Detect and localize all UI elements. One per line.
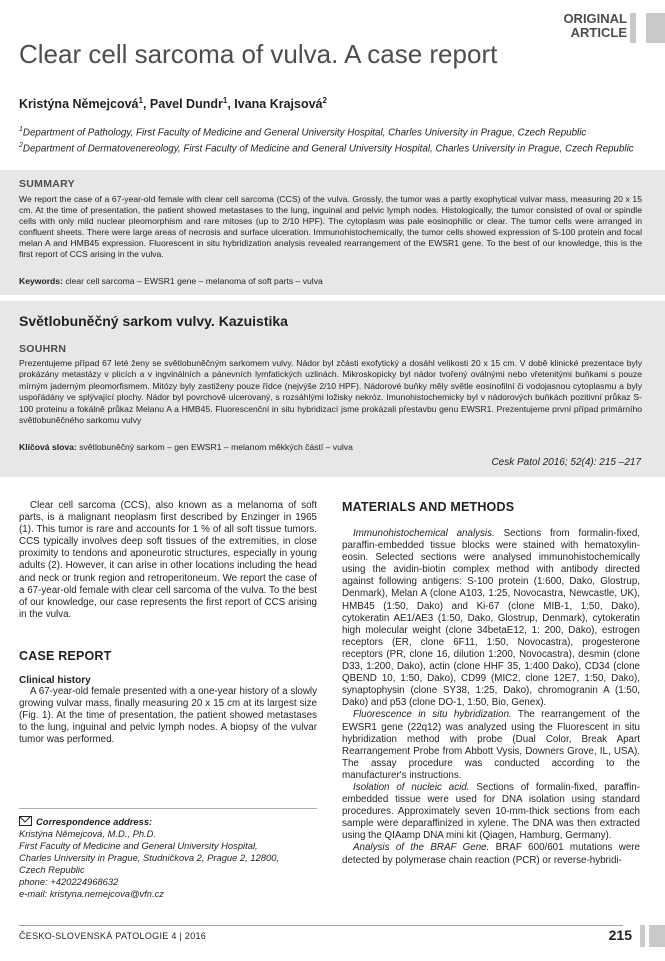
affiliations xyxy=(19,123,649,156)
envelope-icon xyxy=(19,816,32,826)
czech-summary-heading: SOUHRN xyxy=(19,343,67,355)
citation: Cesk Patol 2016; 52(4): 215 –217 xyxy=(491,457,641,468)
page-number: 215 xyxy=(608,927,632,943)
left-column xyxy=(19,500,317,746)
footer-rule xyxy=(19,925,623,926)
article-title: Clear cell sarcoma of vulva. A case report xyxy=(19,39,498,69)
author-name: Pavel Dundr xyxy=(149,97,223,112)
article-type-line2: ARTICLE xyxy=(570,25,627,40)
czech-keywords xyxy=(19,442,642,453)
author-affiliation-mark: 1 xyxy=(138,96,143,105)
methods-paragraph: Immunohistochemical analysis. Sections from formalin-fixed, paraffin-embedded tissue blocks were stained with hematoxylin-eosin. Selected sections were analysed immunohistochemically using the avidin-biotin complex method with antibody directed against following antigens: S-100 protein (1:600, Dako, Glostrup, Denmark), Melan A (clone A103, 1:25, Novocastra, Newcastle, UK), HMB45 (1:50, Dako) and Ki-67 (clone MIB-1, 1:50, Dako), cytokeratin AE1/AE3 (1:50, Dako, Glostrup, Denmark), cytokeratin high molecular weight (clone 34betaE12, 1: 200, Dako), estrogen receptors (ER, clone 6F11, 1:50, Novocastra), progesterone receptors (PR, clone 16, dilution 1:200, Novocastra), desmin (clone D33, 1:200, Dako), actin (clone HHF 35, 1:400 Dako), CD34 (clone QBEND 10, 1:50, Dako), CD99 (MIC2, clone 12E7, 1:50, Dako), synaptophysin (clone SY38, 1:25, Dako), chromogranin A (1:50, Dako) and p53 (clone DO-1, 1:50, Bio, Genex). xyxy=(342,528,640,709)
intro-paragraph: Clear cell sarcoma (CCS), also known as a melanoma of soft parts, is a malignant neoplasm first described by Enzinger in 1965 (1). This tumor is rare and accounts for 1 % of all soft tissue tumors. CCS typically involves deep soft tissues of the extremities, in close proximity to tendons and aponeurotic structures, especially in young adults (2). However, it can arise in other locations including the head and neck or trunk region and retroperitoneum. We report the case of a 67-year-old female with clear cell sarcoma of the vulva. To the best of our knowledge, our case represents the first report of CCS arising in the vulva. xyxy=(19,500,317,620)
journal-footer: ČESKO-SLOVENSKÁ PATOLOGIE 4 | 2016 xyxy=(19,931,207,941)
correspondence-line: Charles University in Prague, Studničkova 2, Prague 2, 12800, xyxy=(19,852,280,863)
article-type-line1: ORIGINAL xyxy=(563,11,627,26)
keywords-text: clear cell sarcoma – EWSR1 gene – melanoma of soft parts – vulva xyxy=(65,276,323,286)
materials-methods-heading: MATERIALS AND METHODS xyxy=(342,500,515,514)
footer-bar-wide xyxy=(649,925,665,947)
author-name: Ivana Krajsová xyxy=(234,97,323,112)
right-column xyxy=(342,500,640,867)
clinical-history-heading: Clinical history xyxy=(19,674,91,686)
czech-keywords-text: světlobuněčný sarkom – gen EWSR1 – melanom měkkých částí – vulva xyxy=(79,442,353,452)
keywords-label: Keywords: xyxy=(19,276,63,286)
article-type-label xyxy=(563,12,627,40)
summary-heading: SUMMARY xyxy=(19,178,75,190)
correspondence-line: Kristýna Němejcová, M.D., Ph.D. xyxy=(19,828,157,839)
article-type-bar xyxy=(630,13,636,43)
author-affiliation-mark: 2 xyxy=(322,96,327,105)
correspondence-line: Czech Republic xyxy=(19,864,85,875)
methods-paragraph: Fluorescence in situ hybridization. The rearrangement of the EWSR1 gene (22q12) was analyzed using the Fluorescent in situ hybridization method with probe (Dual Color, Break Apart Rearrangement Probe from Abbott Vysis, Downers Grove, IL, USA). The assay procedure was conducted according to the manufacturer's instructions. xyxy=(342,709,640,781)
footer-bar xyxy=(640,925,645,947)
czech-summary-text: Prezentujeme případ 67 leté ženy se světlobuněčným sarkomem vulvy. Nádor byl zčásti exofytický a dosáhl velikosti 20 x 15 cm. V době klinické prezentace byly prokázány metastázy v plicích a v ingvinálních a pánevních lymfatických uzlinách. Mikroskopicky byl nádor tvořený oválnými nebo vřetenitými buňkami s pouze mírným jaderným pleomorfismem. Mitózy byly zastiženy pouze řídce (nejvýše 2/10 HPF). Nádorové buňky měly světle eosinofilní či vodojasnou cytoplasmu a byly uspořádány ve splývající plochy. Nádor byl povrchově ulcerovaný, s rozsáhlými ložisky nekróz. Imunohistochemicky byl v nádorových buňkách pozitivní průkaz S-100 proteinu a fokálně průkaz Melanu A a HMB45. Fluorescenční in situ hybridizací jsme prokázali přestavbu genu EWSR1. Prezentujeme první případ primárního světlobuněčného sarkomu vulvy xyxy=(19,358,642,426)
methods-paragraph: Isolation of nucleic acid. Sections of formalin-fixed, paraffin-embedded tissue were used for DNA isolation using standard procedures. Approximately seven 10-mm-thick sections from each sample were deparaffinized in xylene. The DNA was then extracted using the QIAamp DNA mini kit (Qiagen, Hamburg, Germany). xyxy=(342,781,641,842)
czech-keywords-label: Klíčová slova: xyxy=(19,442,77,452)
methods-paragraph: Analysis of the BRAF Gene. BRAF 600/601 mutations were detected by polymerase chain reaction (PCR) or reverse-hybridi- xyxy=(342,842,640,866)
case-report-heading: CASE REPORT xyxy=(19,648,112,663)
correspondence-heading: Correspondence address: xyxy=(19,816,317,828)
correspondence-email: e-mail: kristyna.nemejcova@vfn.cz xyxy=(19,888,164,899)
correspondence-line: First Faculty of Medicine and General University Hospital, xyxy=(19,840,258,851)
affiliation-line: $^2$Department of Dermatovenereology, First Faculty of Medicine and General University Hospital, Charles University in Prague, Czech Republic xyxy=(19,142,634,155)
czech-title: Světlobuněčný sarkom vulvy. Kazuistika xyxy=(19,313,288,329)
correspondence-phone: phone: +420224968632 xyxy=(19,876,119,887)
summary-keywords xyxy=(19,276,642,287)
summary-text: We report the case of a 67-year-old female with clear cell sarcoma (CCS) of the vulva. Grossly, the tumor was a partly exophytical vulvar mass, measuring 20 x 15 cm. At the time of presentation, the patient showed metastases to the lung, inguinal and pelvic lymph nodes. Histologically, the tumor consisted of oval or spindle cells with only mild nuclear pleomorphism and rare mitoses (up to 2/10 HPF). The cytoplasm was pale eosinophilic or clear. The tumor cells were arranged in confluent sheets. There were large areas of necrosis and surface ulceration. Immunohistochemically, the tumor cells showed expression of S-100 protein and focal melan A and HMB45 expression. Fluorescent in situ hybridization analysis revealed rearrangement of the EWSR1 gene. To the best of our knowledge, this is the first report of CCS arising in the vulva. xyxy=(19,194,642,259)
abstract-divider xyxy=(0,295,665,301)
correspondence-box xyxy=(19,808,317,900)
article-type-bar-wide xyxy=(646,13,665,43)
author-list: Kristýna Němejcová$^1$, Pavel Dundr$^1$, Ivana Krajsová$^2$ xyxy=(19,96,327,112)
author-affiliation-mark: 1 xyxy=(222,96,228,105)
clinical-history-text: A 67-year-old female presented with a one-year history of a slowly growing vulvar mass, finally measuring 20 x 15 cm at its largest size (Fig. 1). At the time of presentation, the patient showed metastases to the lung, inguinal and pelvic lymph nodes. A biopsy of the vulvar tumor was performed. xyxy=(19,685,317,746)
affiliation-line: $^1$Department of Pathology, First Faculty of Medicine and General University Hospital, Charles University in Prague, Czech Republic xyxy=(19,126,587,139)
author-name: Kristýna Němejcová xyxy=(19,97,139,112)
